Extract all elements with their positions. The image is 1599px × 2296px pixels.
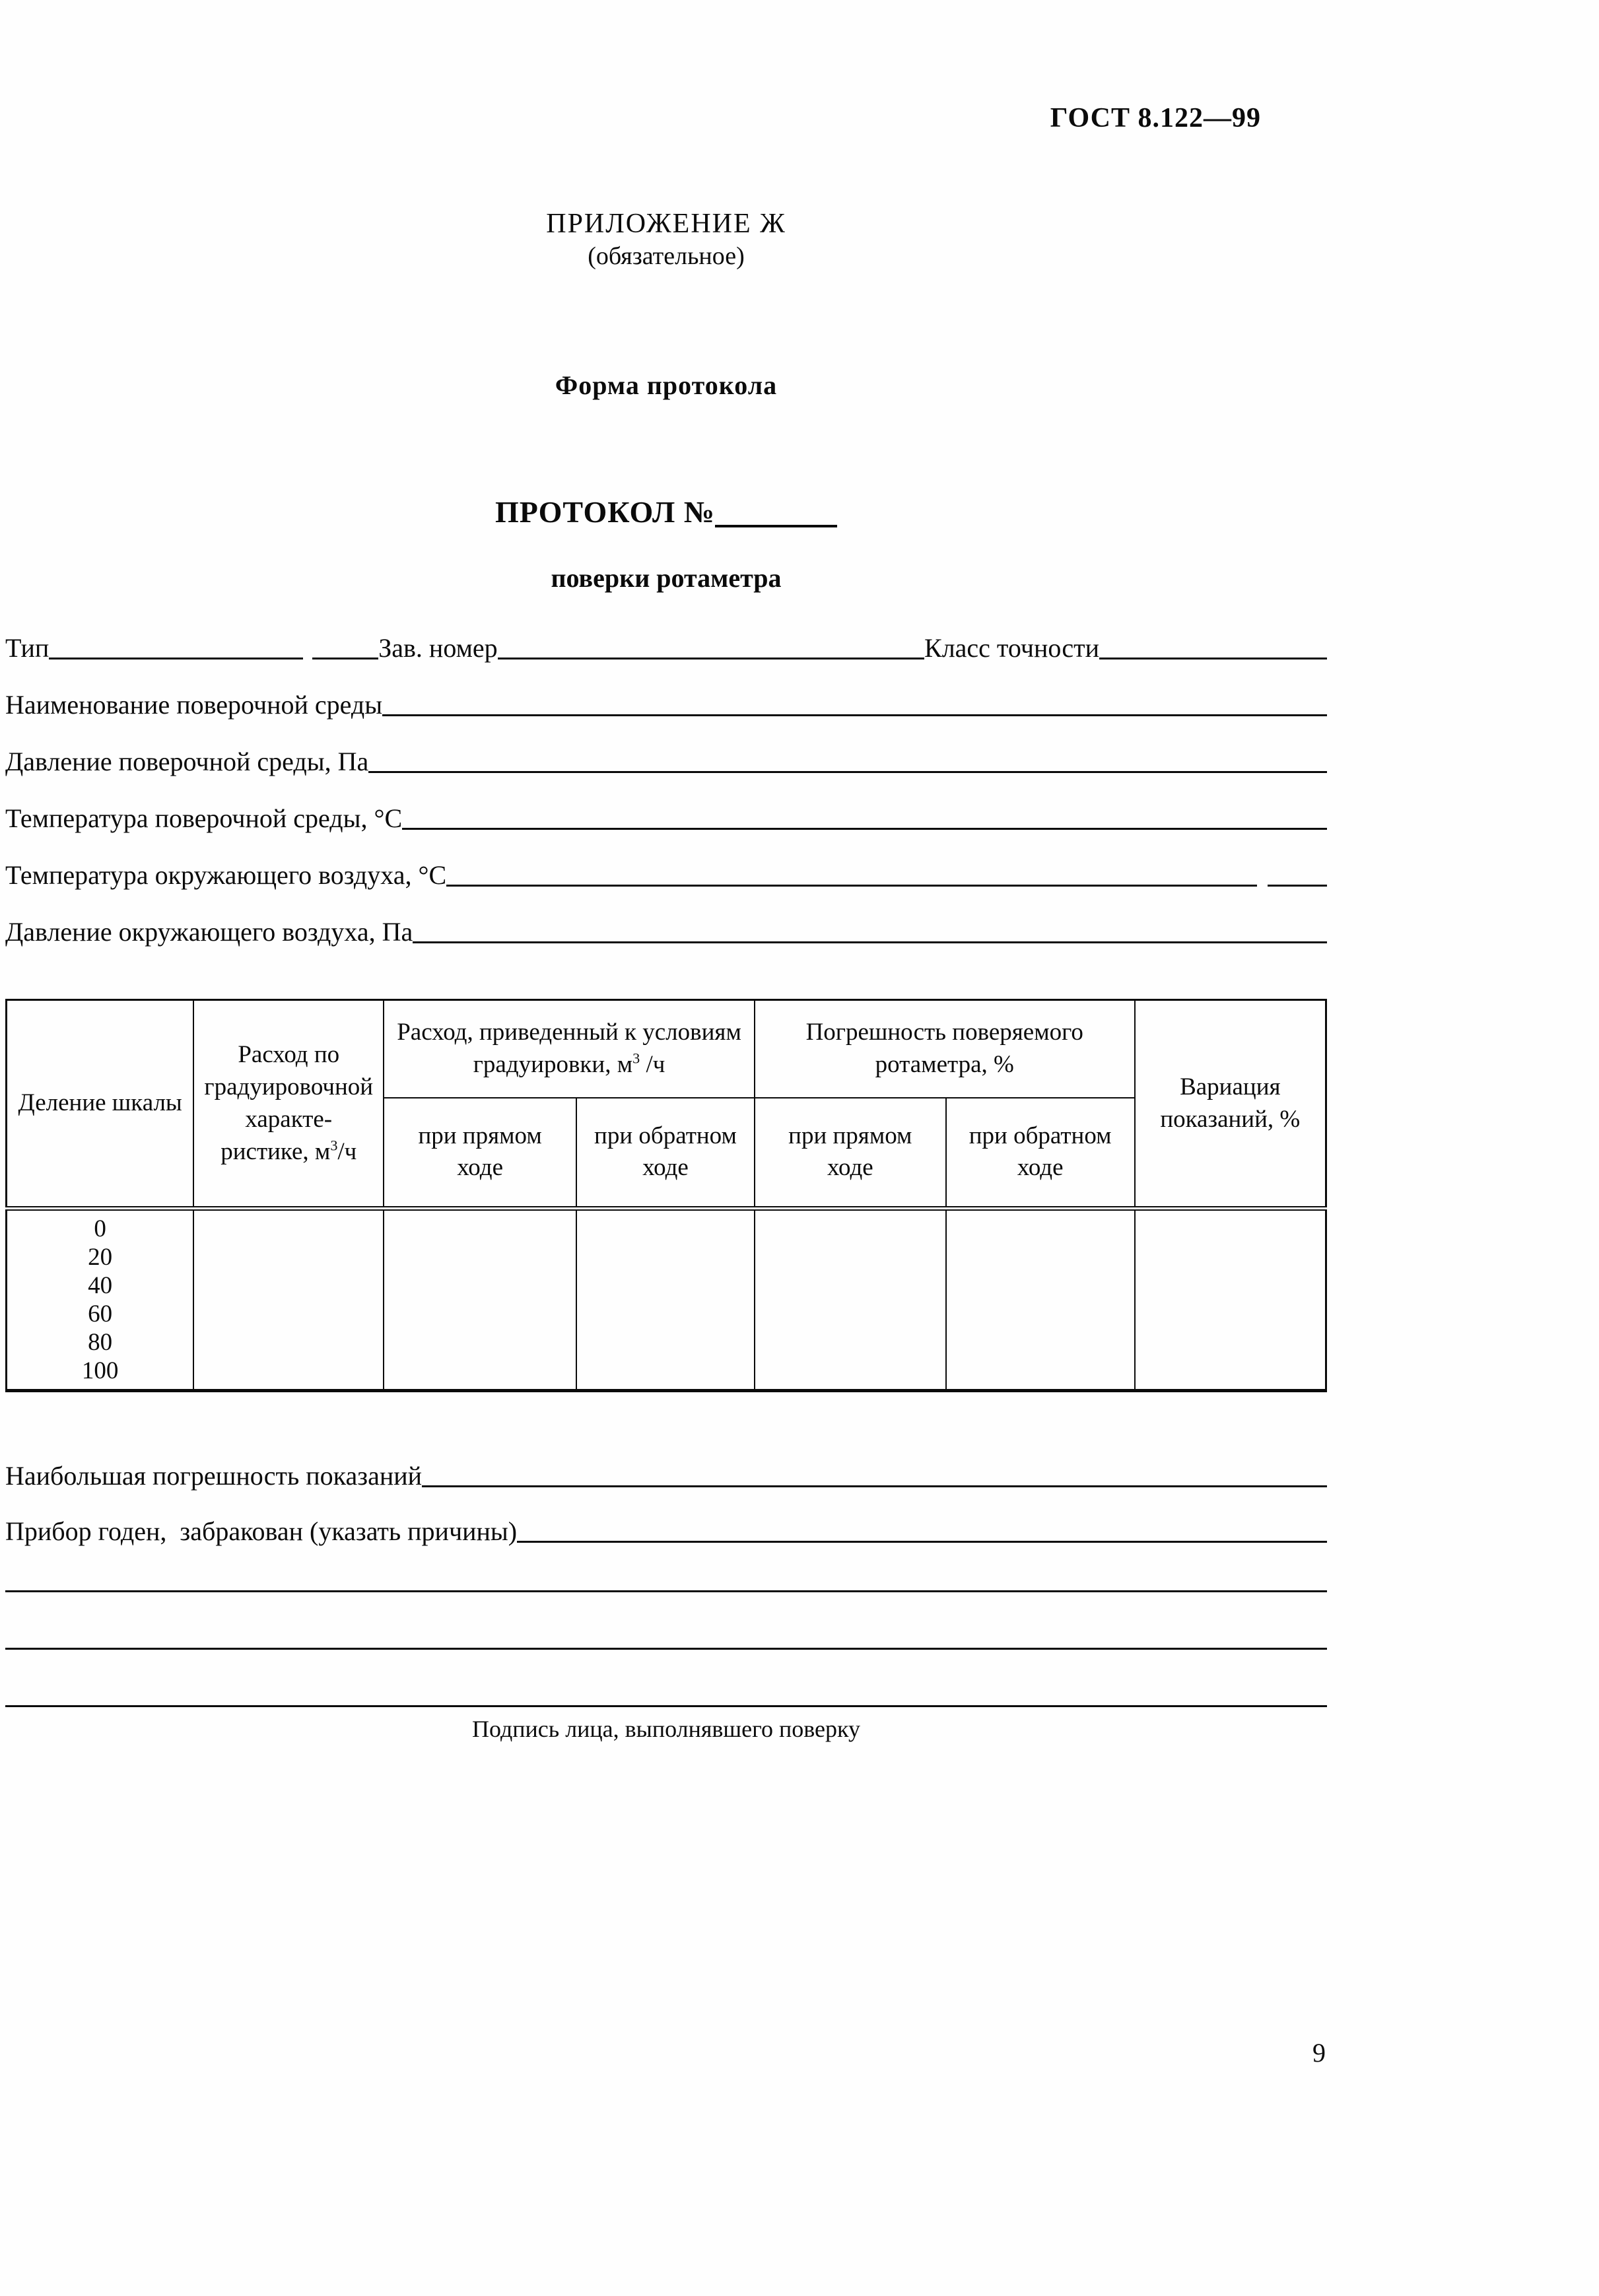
field-line-ambient-temp — [5, 855, 1327, 891]
scale-value: 20 — [88, 1244, 113, 1271]
max-error-blank — [422, 1485, 1327, 1487]
medium-label: Наименование поверочной среды — [5, 690, 383, 720]
accuracy-label: Класс точности — [924, 633, 1099, 663]
sub-header-error-forward: при прямом ходе — [755, 1098, 946, 1209]
verdict-blank — [517, 1541, 1327, 1543]
table-cell-empty — [755, 1209, 946, 1391]
table-cell-empty — [1135, 1209, 1326, 1391]
max-error-label: Наибольшая погрешность показаний — [5, 1461, 423, 1491]
flow-reduced-text: Расход, приведенный к условиям градуировки, м — [397, 1019, 741, 1078]
write-in-line — [5, 1648, 1327, 1650]
flow-calibration-unit: /ч — [337, 1137, 357, 1165]
medium-temp-label: Температура поверочной среды, °С — [5, 803, 403, 834]
form-title: Форма протокола — [555, 370, 778, 401]
protocol-subtitle: поверки ротаметра — [551, 563, 782, 593]
protocol-number-blank — [715, 525, 837, 527]
type-label: Тип — [5, 633, 50, 663]
sub-header-flow-reverse: при обратном ходе — [576, 1098, 755, 1209]
flow-calibration-text: Расход по градуировочной характе-ристике, м — [204, 1041, 374, 1165]
verdict-label: Прибор годен, забракован (указать причины) — [5, 1516, 518, 1547]
write-in-line — [5, 1590, 1327, 1592]
field-line-verdict — [5, 1511, 1327, 1547]
ambient-temp-blank — [446, 885, 1257, 887]
accuracy-blank — [1099, 658, 1327, 659]
ambient-pressure-blank — [413, 941, 1327, 943]
appendix-title: ПРИЛОЖЕНИЕ Ж — [546, 209, 786, 239]
field-line-ambient-pressure — [5, 912, 1327, 947]
field-line-medium-temp — [5, 798, 1327, 834]
sub-header-flow-forward: при прямом ходе — [384, 1098, 576, 1209]
scale-values-cell — [7, 1209, 194, 1391]
verification-table — [5, 999, 1327, 1392]
scale-value: 100 — [81, 1357, 119, 1385]
sub-header-error-reverse: при обратном ходе — [946, 1098, 1135, 1209]
group-header-rotameter-error: Погрешность поверяемого ротаметра, % — [755, 1000, 1135, 1098]
ambient-temp-label: Температура окружающего воздуха, °С — [5, 860, 447, 891]
serial-label: Зав. номер — [378, 633, 498, 663]
medium-temp-blank — [402, 828, 1327, 830]
signature-line — [5, 1705, 1327, 1707]
field-line-medium — [5, 685, 1327, 720]
protocol-label: ПРОТОКОЛ № — [495, 495, 715, 529]
signature-caption: Подпись лица, выполнявшего поверку — [471, 1716, 861, 1743]
scale-value: 60 — [88, 1300, 113, 1328]
type-blank-2 — [312, 658, 378, 659]
field-line-type-serial-accuracy — [5, 628, 1327, 663]
col-header-variation: Вариация показаний, % — [1135, 1000, 1326, 1209]
medium-pressure-label: Давление поверочной среды, Па — [5, 747, 369, 777]
medium-pressure-blank — [368, 771, 1327, 773]
table-cell-empty — [193, 1209, 384, 1391]
medium-blank — [382, 714, 1327, 716]
scale-value: 80 — [88, 1329, 113, 1357]
flow-reduced-unit: /ч — [640, 1050, 665, 1078]
page-content — [5, 0, 1327, 1743]
serial-blank — [498, 658, 924, 659]
ambient-pressure-label: Давление окружающего воздуха, Па — [5, 917, 413, 947]
scale-value: 40 — [88, 1272, 113, 1300]
type-blank — [49, 658, 303, 659]
standard-number: ГОСТ 8.122—99 — [1050, 103, 1261, 133]
table-cell-empty — [384, 1209, 576, 1391]
cubic-superscript: 3 — [330, 1137, 338, 1154]
col-header-scale-division: Деление шкалы — [7, 1000, 194, 1209]
ambient-temp-blank-2 — [1268, 885, 1327, 887]
field-line-max-error — [5, 1456, 1327, 1491]
field-line-medium-pressure — [5, 741, 1327, 777]
cubic-superscript: 3 — [632, 1050, 640, 1067]
appendix-note: (обязательное) — [588, 242, 745, 271]
scale-value: 0 — [94, 1215, 106, 1243]
col-header-flow-calibration — [193, 1000, 384, 1209]
group-header-flow-reduced — [384, 1000, 755, 1098]
protocol-heading — [5, 494, 1327, 529]
table-cell-empty — [576, 1209, 755, 1391]
table-cell-empty — [946, 1209, 1135, 1391]
page-number: 9 — [1312, 2038, 1326, 2068]
